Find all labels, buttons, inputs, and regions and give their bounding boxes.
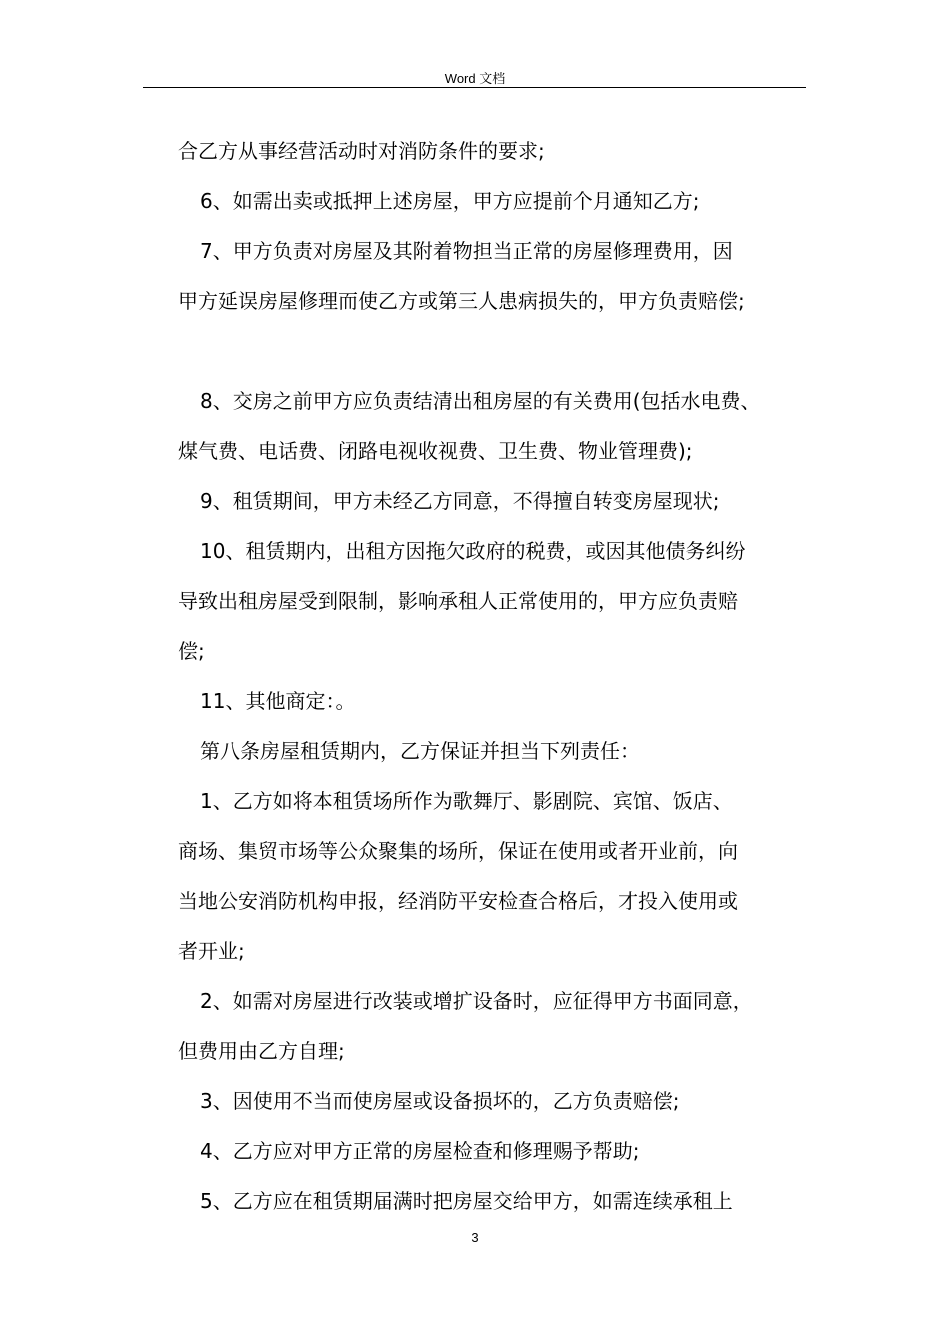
paragraph-line: 者开业; [178, 939, 245, 963]
paragraph-line: 甲方延误房屋修理而使乙方或第三人患病损失的，甲方负责赔偿; [178, 289, 745, 313]
paragraph-line: 4、乙方应对甲方正常的房屋检查和修理赐予帮助; [200, 1139, 640, 1163]
paragraph-line: 3、因使用不当而使房屋或设备损坏的，乙方负责赔偿; [200, 1089, 680, 1113]
header-label: Word 文档 [444, 71, 506, 86]
blank-line [178, 326, 808, 376]
paragraph-line: 商场、集贸市场等公众聚集的场所，保证在使用或者开业前，向 [178, 839, 738, 863]
paragraph-line: 6、如需出卖或抵押上述房屋，甲方应提前个月通知乙方; [200, 189, 700, 213]
paragraph-line: 2、如需对房屋进行改装或增扩设备时，应征得甲方书面同意， [200, 989, 753, 1013]
section-heading: 第八条房屋租赁期内，乙方保证并担当下列责任： [200, 739, 640, 763]
paragraph-line: 1、乙方如将本租赁场所作为歌舞厅、影剧院、宾馆、饭店、 [200, 789, 733, 813]
paragraph-line: 偿; [178, 639, 205, 663]
paragraph-line: 8、交房之前甲方应负责结清出租房屋的有关费用(包括水电费、 [200, 389, 761, 413]
paragraph-line: 当地公安消防机构申报，经消防平安检查合格后，才投入使用或 [178, 889, 738, 913]
paragraph-line: 煤气费、电话费、闭路电视收视费、卫生费、物业管理费); [178, 439, 693, 463]
paragraph-line: 5、乙方应在租赁期届满时把房屋交给甲方，如需连续承租上 [200, 1189, 733, 1213]
paragraph-line: 11、其他商定：。 [200, 689, 356, 713]
paragraph-line: 但费用由乙方自理; [178, 1039, 345, 1063]
paragraph-line: 10、租赁期内，出租方因拖欠政府的税费，或因其他债务纠纷 [200, 539, 746, 563]
paragraph-line: 导致出租房屋受到限制，影响承租人正常使用的，甲方应负责赔 [178, 589, 738, 613]
document-body [178, 126, 808, 1226]
paragraph-line: 9、租赁期间，甲方未经乙方同意，不得擅自转变房屋现状; [200, 489, 720, 513]
header-divider [143, 87, 806, 88]
paragraph-line: 合乙方从事经营活动时对消防条件的要求; [178, 139, 545, 163]
paragraph-line: 7、甲方负责对房屋及其附着物担当正常的房屋修理费用，因 [200, 239, 733, 263]
page-number: 3 [471, 1230, 479, 1245]
